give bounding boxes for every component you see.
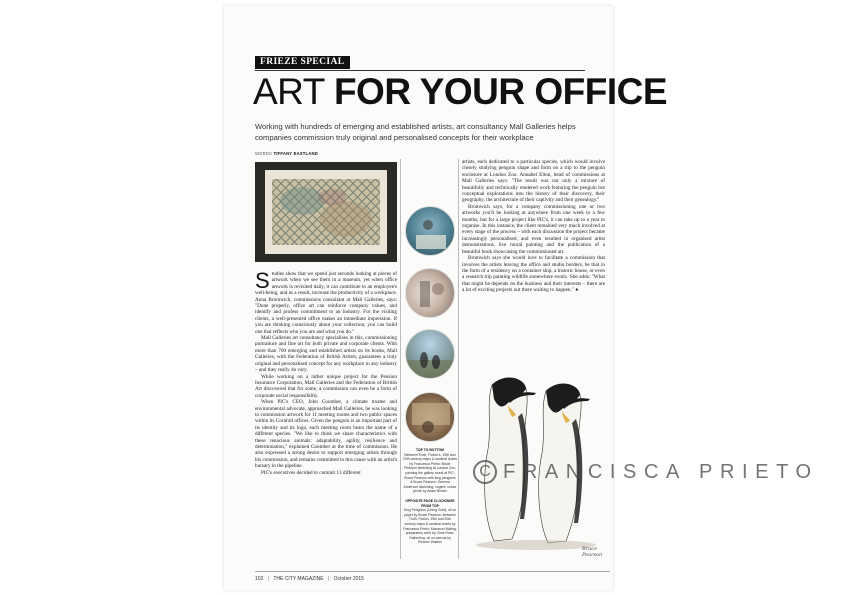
byline-author: TIFFANY EASTLAND	[273, 151, 318, 156]
headline	[253, 72, 667, 112]
standfirst: Working with hundreds of emerging and established artists, art consultancy Mall Galleries helps companies commission truly original and personalised concepts for their workplace	[255, 122, 576, 142]
footer-separator: |	[267, 576, 270, 582]
framed-artwork-image	[255, 162, 397, 262]
caption-heading: TOP TO BOTTOM	[415, 448, 444, 452]
photo-circle-artist-at-desk	[405, 206, 455, 256]
map-collage-artwork	[272, 179, 380, 245]
headline-thin: ART	[253, 71, 325, 112]
page-footer	[255, 576, 364, 582]
body-column-left	[255, 268, 397, 476]
drop-cap: S	[255, 268, 270, 293]
column-divider	[458, 159, 459, 559]
body-column-right	[462, 159, 605, 294]
section-kicker: FRIEZE SPECIAL	[255, 56, 350, 69]
watermark-text: FRANCISCA PRIETO	[503, 460, 819, 483]
body-paragraph: When PIC's CEO, John Coomber, a climate trustee and environmental advocate, approached Mall Galleries, he was looking to commission artwork for 11 meeting rooms and two public spaces within its Cornhill offices. Given the penguin is an important part of its identity and its logo, each meeting room bears the name of a different species. "We like to think we share characteristics with these tenacious animals: adaptability, agility, resilience and determination," explained Coomber at the time of commission. He also expressed a strong desire to support emerging artists through his commission, and remains committed to this cause with an artist's bursary in the pipeline.	[255, 399, 397, 470]
caption-opposite-page	[403, 499, 457, 545]
footer-separator: |	[327, 576, 330, 582]
body-paragraph: artists, each dedicated to a particular species, which would involve closely studying penguin shape and form on a trip to the penguin enclosure at London Zoo. Annabel Elton, head of commissions at Mall Galleries says: "The result was not only a mixture of beautifully and technically rendered work featuring the penguin but conceptual explorations into the history of their discovery, their geography, the architecture of their captivity and their genealogy."	[462, 159, 605, 204]
body-paragraph: Bromwich says, for a company commissioning one or two artworks you'll be looking at anywhere from one week to a few months, but for a large project like PIC's, it can take up to a year to organise. In this instance, the client remained very much involved at every stage of the process – with each discussion the project became increasingly personalised, and even resulted in organised artist demonstrations, live mural painting and the publication of a beautiful book showcasing the commissioned art.	[462, 203, 605, 255]
body-paragraph: Studies show that we spend just seconds looking at pieces of artwork when we see them in a museum, yet when office artwork is revisited daily, it can contribute to an employee's well-being, and as a result, increase the productivity of a workplace. Anna Bromwich, commissions consultant at Mall Galleries, says: "Done properly, office art can reinforce company values, and identify and profess commitment to an industry. For the visiting clients, a well-presented office makes an immediate impression. If you are thinking consciously about your collection, you can build one that reflects who you are and what you do."	[255, 268, 397, 335]
photo-circle-sketching	[405, 268, 455, 318]
headline-bold: FOR YOUR OFFICE	[333, 71, 668, 112]
byline-prefix: WORDS	[255, 151, 273, 156]
body-paragraph: PIC's executives decided to commit 13 different	[261, 469, 361, 476]
caption-text: Between Truth, Fiction's, 19th and 20th century maps & nautical charts by Francesca Prieto; Bruce Pearson sketching at London Zoo; painting the gallery mural at PIC; Bruce Pearson with king penguins & Bruce Pearson; Gemma Anderson sketching; cogent, colour pencil by Adam Binder	[403, 452, 457, 494]
footer-rule	[255, 571, 610, 572]
copyright-icon: C	[473, 460, 497, 484]
end-mark-icon: ●	[575, 287, 579, 294]
caption-heading: OPPOSITE PAGE CLOCKWISE FROM TOP	[405, 499, 455, 508]
copyright-watermark	[473, 460, 819, 484]
artwork-mat	[265, 170, 387, 254]
page-number: 102	[255, 576, 264, 582]
issue-date: October 2015	[333, 576, 364, 582]
body-paragraph: While working on a rather unique project for the Pension Insurance Corporation, Mall Galleries and the Federation of British Art discovered that for some, a commission can even be a form of corporate social responsibility.	[255, 373, 397, 399]
caption-text: King Penguins (Lining Gold), oil on paper by Bruce Pearson; Between Truth, Fiction, 19th and 20th century maps & nautical charts by Francesca Prieto; Macaroni Mating, preparatory work by Chris Rose; Gatherling, oil on canvas by Eleanor Watson	[403, 508, 457, 545]
photo-circle-penguins	[405, 329, 455, 379]
body-paragraph: Mall Galleries art consultancy specialises in this, commissioning portraiture and fine art for both private and corporate clients. With more than 700 emerging and established artists on its books, Mall Galleries, with the Federation of British Artists, guarantees a truly original and personalised concept for any workplace in any industry – and they really do vary.	[255, 335, 397, 374]
caption-top-to-bottom	[403, 448, 457, 494]
column-divider	[400, 159, 401, 559]
body-paragraph: Bromwich says she would love to facilitate a commission that involves the artists leaving the office and studio borders, be that in the form of a residency on a container ship, a historic house, or even a research trip painting wildlife somewhere exotic. She adds: "What that might be depends on the business and their interests – there are a lot of exciting projects out there waiting to happen." ●	[462, 255, 605, 294]
byline	[255, 151, 318, 156]
artist-signature: Bruce Pearson	[582, 546, 603, 558]
photo-circle-mural	[405, 392, 455, 442]
publication-name: THE CITY MAGAZINE	[273, 576, 324, 582]
